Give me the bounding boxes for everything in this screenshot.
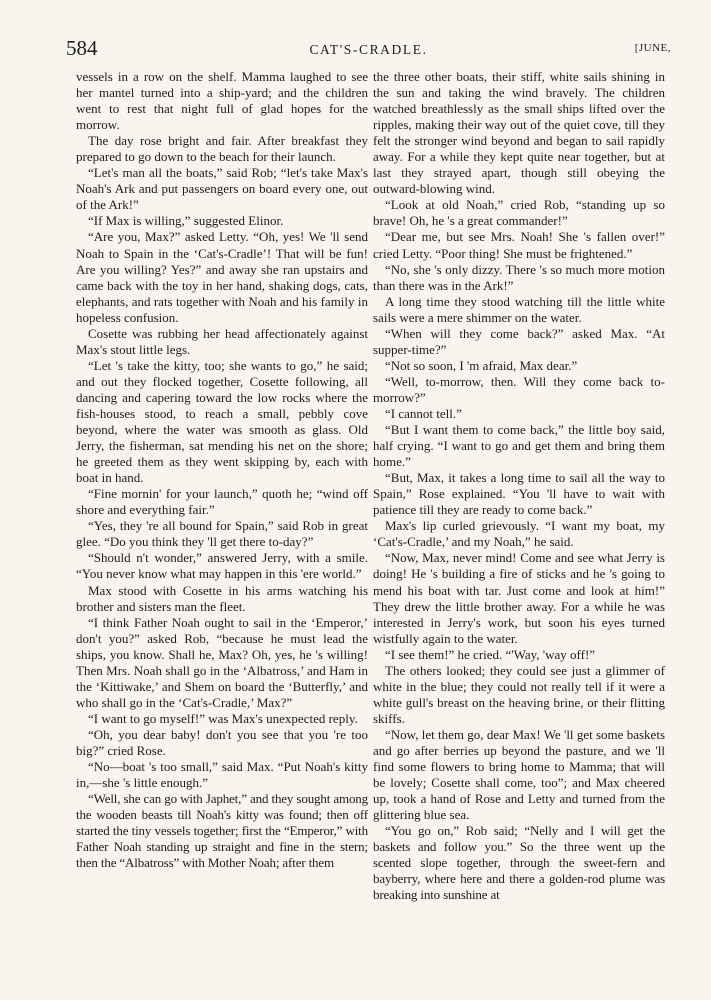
paragraph: “I cannot tell.”: [385, 405, 462, 421]
left-column: [76, 69, 368, 871]
paragraph: “You go on,” Rob said; “Nelly and I will get the baskets and follow you.” So the three went up the scented slope together, through the sweet-fern and bayberry, where here and there a golden-rod plume was breaking into sunshine at: [373, 823, 665, 903]
paragraph: “Dear me, but see Mrs. Noah! She 's fallen over!” cried Letty. “Poor thing! She must be frightened.”: [373, 229, 665, 261]
paragraph: Cosette was rubbing her head affectionately against Max's stout little legs.: [76, 325, 368, 357]
paragraph: vessels in a row on the shelf. Mamma laughed to see her mantel turned into a ship-yard; and the children went to rest that night full of glad hopes for the morrow.: [76, 69, 368, 133]
paragraph: “Well, to-morrow, then. Will they come back to-morrow?”: [373, 373, 665, 405]
paragraph: “Should n't wonder,” answered Jerry, with a smile. “You never know what may happen in this 'ere world.”: [76, 550, 368, 582]
paragraph: “If Max is willing,” suggested Elinor.: [88, 213, 284, 229]
paragraph: “No, she 's only dizzy. There 's so much more motion than there was in the Ark!”: [373, 261, 665, 293]
paragraph: “No—boat 's too small,” said Max. “Put Noah's kitty in,—she 's little enough.”: [76, 759, 368, 791]
paragraph: The day rose bright and fair. After breakfast they prepared to go down to the beach for their launch.: [76, 133, 368, 165]
paragraph: The others looked; they could see just a glimmer of white in the blue; they could not really tell if it were a white gull's breast on the heaving brine, or their flitting skiffs.: [373, 662, 665, 726]
paragraph: “Let 's take the kitty, too; she wants to go,” he said; and out they flocked together, Cosette following, all dancing and capering toward the low rocks where the fish-houses stood, to reach a small, pebbly cove beyond, where the water was smooth as glass. Old Jerry, the fisherman, sat mending his net on the shore; he greeted them as they went skipping by, each with boat in hand.: [76, 357, 368, 486]
paragraph: Max stood with Cosette in his arms watching his brother and sisters man the fleet.: [76, 582, 368, 614]
paragraph: “I see them!” he cried. “'Way, 'way off!”: [385, 646, 596, 662]
paragraph: “Now, Max, never mind! Come and see what Jerry is doing! He 's building a fire of sticks and he 's going to mend his boat with tar. Just come and look at him!” They drew the little brother away. For a while he was interested in Jerry's work, but soon his eyes turned wistfully again to the water.: [373, 550, 665, 646]
paragraph: “But I want them to come back,” the little boy said, half crying. “I want to go and get them and bring them home.”: [373, 422, 665, 470]
paragraph: “Fine mornin' for your launch,” quoth he; “wind off shore and everything fair.”: [76, 486, 368, 518]
paragraph: “Look at old Noah,” cried Rob, “standing up so brave! Oh, he 's a great commander!”: [373, 197, 665, 229]
paragraph: A long time they stood watching till the little white sails were a mere shimmer on the water.: [373, 293, 665, 325]
paragraph: “Now, let them go, dear Max! We 'll get some baskets and go after berries up beyond the pasture, and we 'll find some flowers to bring home to Mamma; that will be lovely; Cosette shall come, too”; and Max cheered up, took a hand of Rose and Letty and turned from the glittering blue sea.: [373, 726, 665, 823]
paragraph: “Yes, they 're all bound for Spain,” said Rob in great glee. “Do you think they 'll get there to-day?”: [76, 518, 368, 550]
right-column: [373, 69, 665, 903]
paragraph: “Let's man all the boats,” said Rob; “let's take Max's Noah's Ark and put passengers on board every one, out of the Ark!”: [76, 165, 368, 213]
paragraph: “Well, she can go with Japhet,” and they sought among the wooden beasts till Noah's kitty was found; then off started the tiny vessels together; first the “Emperor,” with Father Noah standing up straight and fine in the stern; then the “Albatross” with Mother Noah; after them: [76, 791, 368, 871]
running-title: CAT'S-CRADLE.: [309, 42, 428, 57]
paragraph: “Are you, Max?” asked Letty. “Oh, yes! We 'll send Noah to Spain in the ‘Cat's-Cradle’! That will be fun! Are you willing? Yes?” and away she ran upstairs and came back with the toy in her hand, shaking dogs, cats, elephants, and rats together with Noah and his family in hopeless confusion.: [76, 229, 368, 325]
paragraph: “Oh, you dear baby! don't you see that you 're too big?” cried Rose.: [76, 726, 368, 758]
paragraph: “But, Max, it takes a long time to sail all the way to Spain,” Rose explained. “You 'll have to wait with patience till they are ready to come back.”: [373, 470, 665, 518]
paragraph: “I think Father Noah ought to sail in the ‘Emperor,’ don't you?” asked Rob, “because he must lead the ships, you know. Shall he, Max? Oh, yes, he 's willing! Then Mrs. Noah shall go in the ‘Albatross,’ and Ham in the ‘Kittiwake,’ and Shem on board the ‘Butterfly,’ and who shall go in the ‘Cat's-Cradle,’ Max?”: [76, 614, 368, 710]
page-number: 584: [66, 36, 98, 60]
paragraph: “Not so soon, I 'm afraid, Max dear.”: [385, 357, 578, 373]
paragraph: “When will they come back?” asked Max. “At supper-time?”: [373, 325, 665, 357]
paragraph: Max's lip curled grievously. “I want my boat, my ‘Cat's-Cradle,’ and my Noah,” he said.: [373, 518, 665, 550]
paragraph: the three other boats, their stiff, white sails shining in the sun and taking the wind bravely. The children watched breathlessly as the small ships lifted over the ripples, making their way out of the quiet cove, till they felt the stronger wind beyond and began to sail rapidly away. For a while they kept quite near together, but at last they strayed apart, though still obeying the outward-blowing wind.: [373, 69, 665, 197]
running-month: [JUNE,: [634, 42, 671, 54]
paragraph: “I want to go myself!” was Max's unexpected reply.: [88, 710, 358, 726]
running-header: [66, 36, 671, 64]
